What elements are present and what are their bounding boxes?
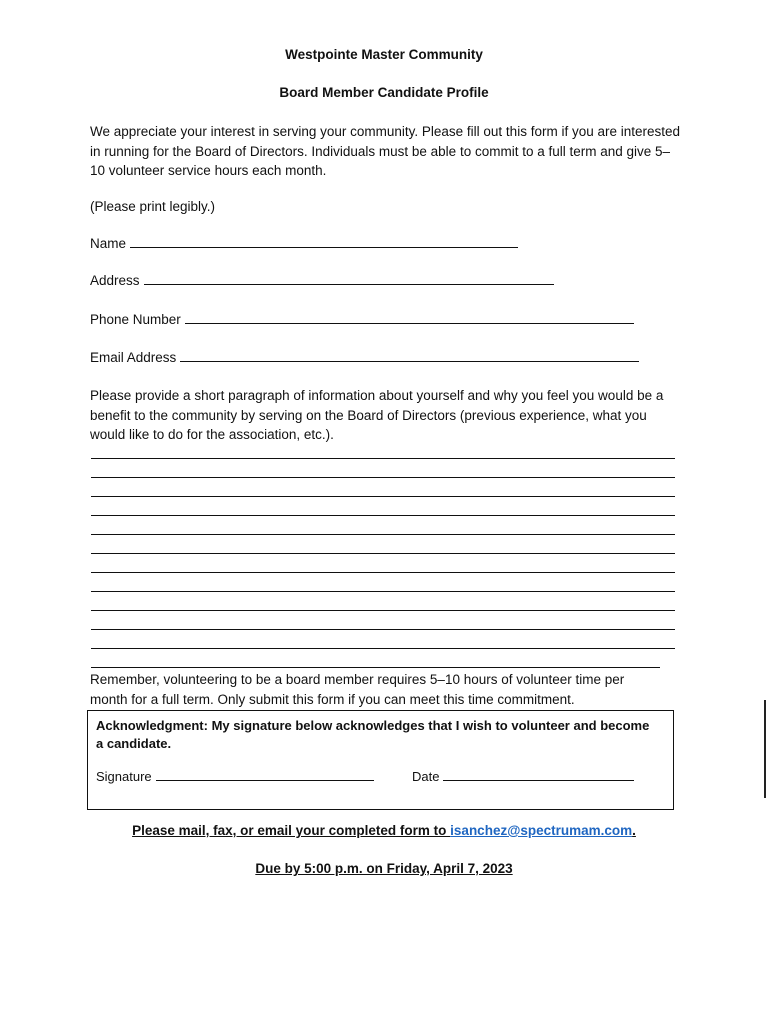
page-title: Westpointe Master Community [285,47,483,62]
intro-paragraph: We appreciate your interest in serving your community. Please fill out this form if you are interested in running for the Board of Directors. Individuals must be able to commit to a full term and give 5–10 volunteer service hours each month. [90,124,681,178]
form-subtitle: Board Member Candidate Profile [279,85,489,100]
print-note: (Please print legibly.) [90,199,216,214]
name-label: Name [90,236,127,251]
phone-input-line[interactable] [185,311,634,324]
signature-input-line[interactable] [156,769,374,781]
answer-line[interactable] [91,477,675,478]
reminder-text: Remember, volunteering to be a board member requires 5–10 hours of volunteer time per month for a full term. Only submit this form if you can meet this time commitment. [90,672,625,707]
acknowledgment-text: Acknowledgment: My signature below acknowledges that I wish to volunteer and become a candidate. [96,718,650,751]
mail-instruction-end: . [632,823,636,838]
name-field[interactable] [90,235,518,251]
email-link[interactable]: isanchez@spectrumam.com [450,823,633,838]
date-field[interactable] [412,769,634,784]
answer-line[interactable] [91,553,675,554]
address-input-line[interactable] [144,272,554,285]
signature-field[interactable] [96,769,374,784]
name-input-line[interactable] [130,235,518,248]
answer-line[interactable] [91,572,675,573]
address-label: Address [90,273,140,288]
due-date: Due by 5:00 p.m. on Friday, April 7, 2023 [255,861,513,876]
email-label: Email Address [90,350,177,365]
email-input-line[interactable] [180,349,639,362]
answer-line[interactable] [91,515,675,516]
phone-field[interactable] [90,311,634,327]
answer-line[interactable] [91,610,675,611]
answer-line[interactable] [91,534,675,535]
answer-line[interactable] [91,667,660,668]
email-field[interactable] [90,349,639,365]
acknowledgment-box [87,710,674,810]
answer-line[interactable] [91,496,675,497]
answer-line[interactable] [91,591,675,592]
date-input-line[interactable] [443,769,634,781]
signature-label: Signature [96,769,152,784]
answer-line[interactable] [91,648,675,649]
date-label: Date [412,769,440,784]
answer-line[interactable] [91,629,675,630]
edge-bar [764,700,766,798]
phone-label: Phone Number [90,312,181,327]
paragraph-prompt: Please provide a short paragraph of information about yourself and why you feel you would be a benefit to the community by serving on the Board of Directors (previous experience, what you would like to do for the association, etc.). [90,388,664,442]
answer-line[interactable] [91,458,675,459]
address-field[interactable] [90,272,554,288]
mail-instruction-text: Please mail, fax, or email your completed form to [132,823,451,838]
submission-instructions [0,823,768,838]
